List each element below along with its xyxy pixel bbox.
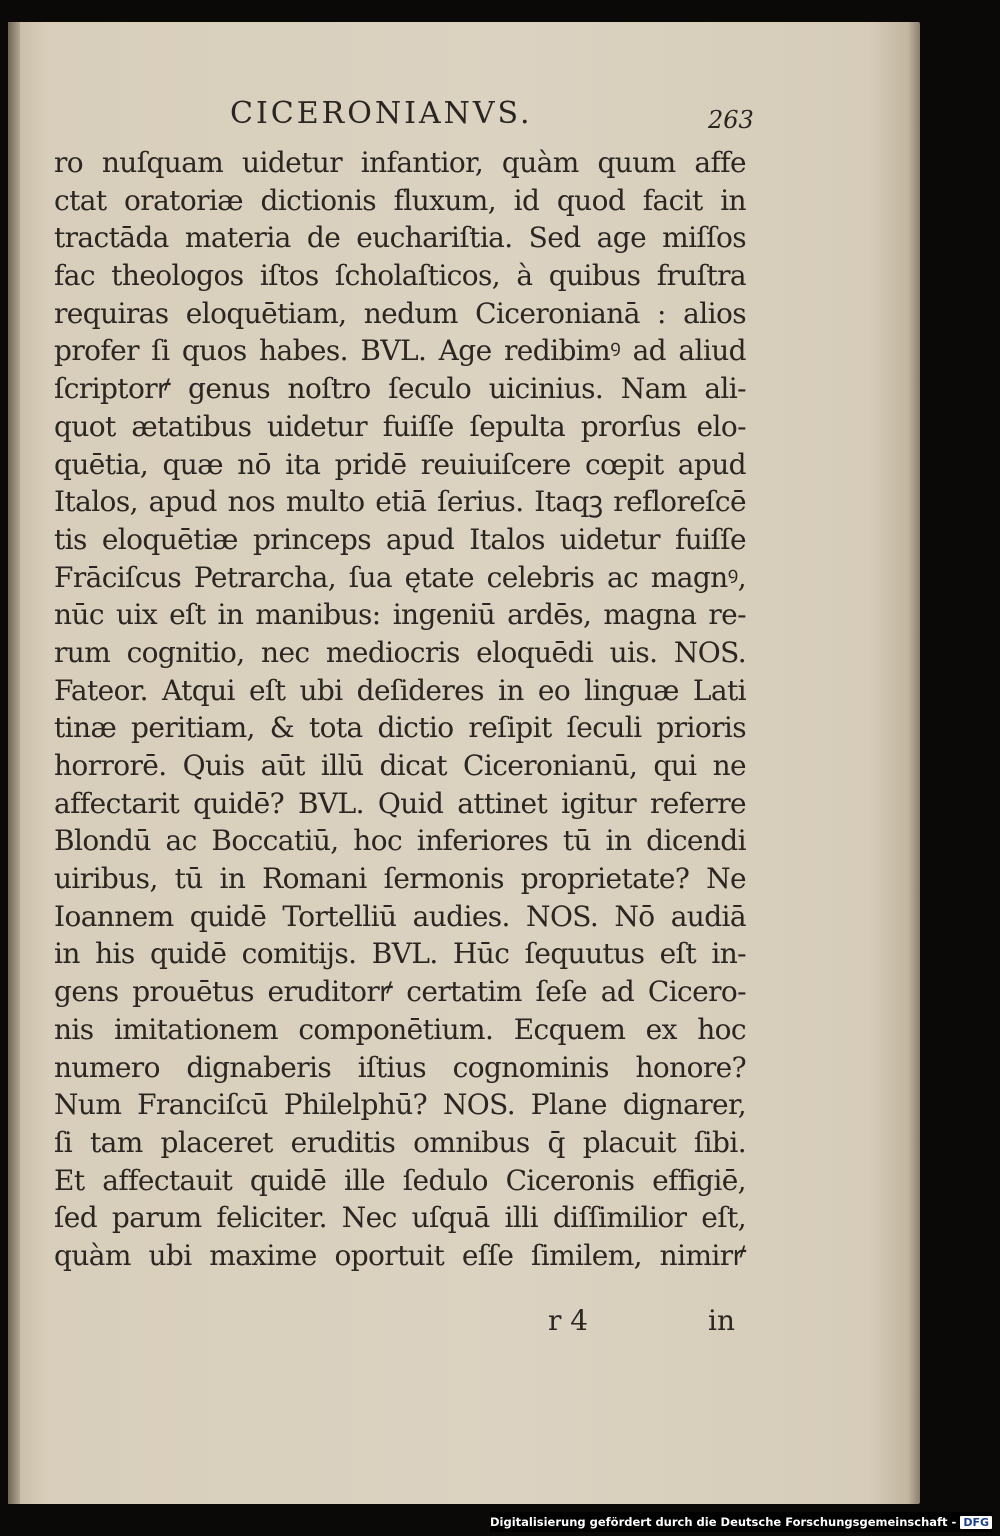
text-line: fac theologos iſtos ſcholaſticos, à quibus fruſtra [54,259,746,293]
text-line: uiribus, tū in Romani ſermonis proprietate? Ne [54,862,746,896]
running-title: CICERONIANVS. [230,96,533,131]
text-line: Fateor. Atqui eſt ubi deſideres in eo linguæ Lati [54,673,746,707]
dfg-logo: DFG [960,1516,992,1529]
text-line: profer ſi quos habes. BVL. Age redibimꝰ ad aliud [54,334,746,368]
text-line: quot ætatibus uidetur fuiſſe ſepulta prorſus elo- [54,409,746,443]
text-line: ſed parum feliciter. Nec uſquā illi diſſimilior eſt, [54,1201,746,1235]
text-line: Num Franciſcū Philelphū? NOS. Plane dignarer, [54,1088,746,1122]
text-line: quētia, quæ nō ita pridē reuiuiſcere cœpit apud [54,447,746,481]
text-line: ctat oratoriæ dictionis fluxum, id quod facit in [54,183,746,217]
digitization-credit [490,1512,992,1532]
text-line: ſcriptorꝵ genus noſtro ſeculo uicinius. Nam ali- [54,372,746,406]
text-line: Et affectauit quidē ille ſedulo Ciceronis effigiē, [54,1163,746,1197]
text-line: affectarit quidē? BVL. Quid attinet igitur referre [54,786,746,820]
text-line: quàm ubi maxime oportuit eſſe ſimilem, nimirꝵ [54,1238,746,1272]
text-line: tinæ peritiam, & tota dictio reſipit ſeculi prioris [54,711,746,745]
text-line: Italos, apud nos multo etiā ſerius. Itaqꝫ refloreſcē [54,485,746,519]
text-line: nis imitationem componētium. Ecquem ex hoc [54,1012,746,1046]
text-line: tractāda materia de euchariſtia. Sed age miſſos [54,221,746,255]
text-line: ro nuſquam uidetur infantior, quàm quum affe [54,146,746,179]
credit-text: Digitalisierung gefördert durch die Deutsche Forschungsgemeinschaft - [489,1515,957,1529]
text-line: rum cognitio, nec mediocris eloquēdi uis. NOS. [54,635,746,669]
text-line: nūc uix eſt in manibus: ingeniū ardēs, magna re- [54,598,746,632]
text-line: Ioannem quidē Tortelliū audies. NOS. Nō audiā [54,899,746,933]
page-gutter [8,22,20,1504]
text-line: ſi tam placeret eruditis omnibus q̄ placuit ſibi. [54,1125,746,1159]
text-line: in his quidē comitijs. BVL. Hūc ſequutus eſt in- [54,937,746,971]
body-text [54,144,746,1275]
text-line: Frāciſcus Petrarcha, ſua ętate celebris ac magnꝰ, [54,560,746,594]
text-line: numero dignaberis iſtius cognominis honore? [54,1050,746,1084]
signature-mark: r 4 [548,1304,589,1337]
text-line: horrorē. Quis aūt illū dicat Ciceronianū, qui ne [54,749,746,782]
book-page [8,22,920,1504]
text-line: Blondū ac Boccatiū, hoc inferiores tū in dicendi [54,824,746,858]
text-line: tis eloquētiæ princeps apud Italos uidetur fuiſſe [54,522,746,556]
catchword: in [708,1304,735,1337]
text-line: gens prouētus eruditorꝵ certatim ſeſe ad Cicero- [54,975,746,1009]
text-line: requiras eloquētiam, nedum Ciceronianā : alios [54,296,746,330]
page-number: 263 [708,106,754,134]
